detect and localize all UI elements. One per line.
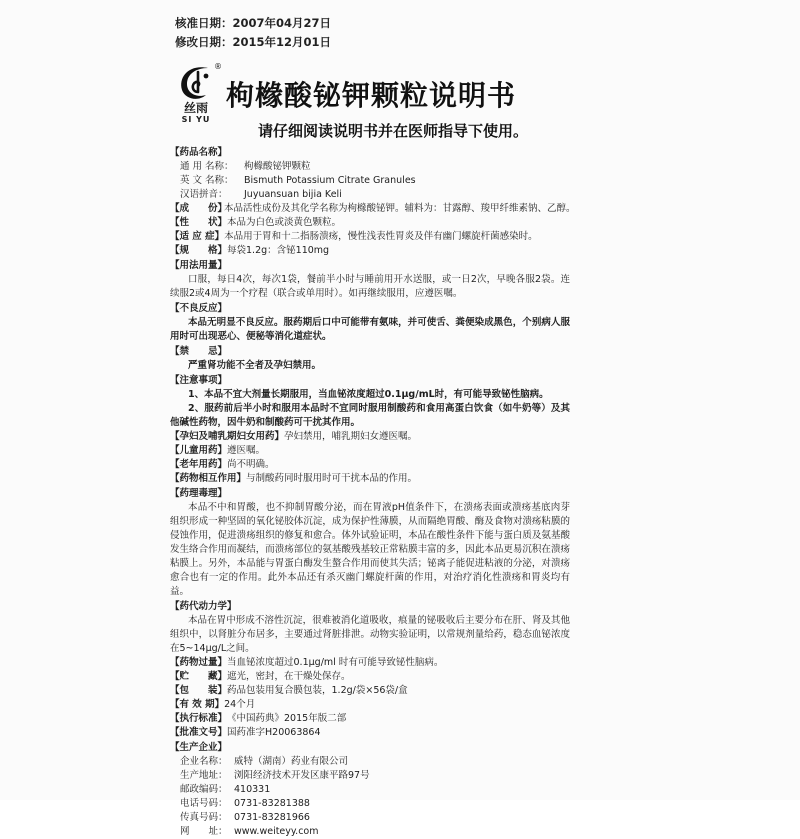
dosage-text: 口服，每日4次，每次1袋，餐前半小时与睡前用开水送服，或一日2次，早晚各服2袋。连续服2或4周为一个疗程（联合或单用时）。如再继续服用，应遵医嘱。 xyxy=(170,274,570,299)
adverse-text: 本品无明显不良反应。服药期后口中可能带有氨味，并可使舌、粪便染成黑色，个别病人服用时可出现恶心、便秘等消化道症状。 xyxy=(170,317,570,342)
zip-label: 邮政编码： xyxy=(180,784,228,795)
logo-en-text: SI YU xyxy=(181,115,211,124)
logo-cn-text: 丝雨 xyxy=(183,101,208,115)
pharmacokinetics-text: 本品在胃中形成不溶性沉淀，很难被消化道吸收，痕量的铋吸收后主要分布在肝、肾及其他组织中，以肾脏分布居多，主要通过肾脏排泄。动物实验证明，以常规剂量给药，稳态血铋浓度在5~14μg/L之间。 xyxy=(170,615,570,654)
standard-row xyxy=(170,712,570,726)
address-label: 生产地址： xyxy=(180,770,228,781)
interaction-row xyxy=(170,472,570,486)
pinyin-label: 汉语拼音： xyxy=(180,189,228,200)
fax-label: 传真号码： xyxy=(180,812,228,823)
fax-row xyxy=(170,811,570,825)
company-name-value: 威特（湖南）药业有限公司 xyxy=(234,756,349,767)
ingredients-text: 本品活性成份及其化学名称为枸橼酸铋钾。辅料为：甘露醇、羧甲纤维素钠、乙醇。 xyxy=(224,203,576,214)
zip-row xyxy=(170,783,570,797)
company-name-label: 企业名称： xyxy=(180,756,228,767)
storage-row xyxy=(170,670,570,684)
section-header-dosage: 【用法用量】 xyxy=(170,260,228,271)
leaflet-content xyxy=(170,145,576,839)
validity-row xyxy=(170,698,570,712)
section-header-interaction: 【药物相互作用】 xyxy=(170,473,247,484)
address-row xyxy=(170,769,570,783)
section-header-pharmacokinetics: 【药代动力学】 xyxy=(170,601,237,612)
page-title: 枸橼酸铋钾颗粒说明书 xyxy=(226,79,517,112)
revision-date: 修改日期：2015年12月01日 xyxy=(175,35,332,49)
section-header-packaging: 【包 装】 xyxy=(170,685,228,696)
spec-text: 每袋1.2g：含铋110mg xyxy=(227,245,330,256)
page-subtitle: 请仔细阅读说明书并在医师指导下使用。 xyxy=(258,122,529,140)
approval-text: 国药准字H20063864 xyxy=(227,727,321,738)
section-header-elderly: 【老年用药】 xyxy=(170,459,228,470)
approval-row xyxy=(170,726,570,740)
pregnancy-row xyxy=(170,430,570,444)
standard-text: 《中国药典》2015年版二部 xyxy=(227,713,347,724)
overdose-text: 当血铋浓度超过0.1μg/ml 时有可能导致铋性脑病。 xyxy=(227,657,444,668)
packaging-text: 药品包装用复合膜包装，1.2g/袋×56袋/盒 xyxy=(227,685,408,696)
phone-value: 0731-83281388 xyxy=(234,798,310,809)
pinyin-value: Juyuansuan bijia Keli xyxy=(244,189,342,200)
section-header-contraindications: 【禁 忌】 xyxy=(170,346,228,357)
section-header-pharmacology: 【药理毒理】 xyxy=(170,488,228,499)
approval-date: 核准日期：2007年04月27日 xyxy=(175,16,332,30)
section-header-overdose: 【药物过量】 xyxy=(170,657,228,668)
brand-logo xyxy=(172,62,220,124)
pharmacology-text: 本品不中和胃酸，也不抑制胃酸分泌，而在胃液pH值条件下，在溃疡表面或溃疡基底肉芽组织形成一种坚固的氧化铋胶体沉淀，成为保护性薄膜，从而隔绝胃酸、酶及食物对溃疡粘膜的侵蚀作用，促进溃疡组织的修复和愈合。体外试验证明，本品在酸性条件下能与蛋白质及氨基酸发生络合作用而凝结，而溃疡部位的氨基酸残基较正常粘膜丰富的多，因此本品更易沉积在溃疡粘膜上。另外，本品能与胃蛋白酶发生螯合作用而使其失活；铋离子能促进粘液的分泌，对溃疡愈合也有一定的作用。此外本品还有杀灭幽门螺旋杆菌的作用，对治疗消化性溃疡和胃炎均有益。 xyxy=(170,502,570,597)
elderly-row xyxy=(170,458,570,472)
packaging-row xyxy=(170,684,570,698)
precaution-item-1: 1、本品不宜大剂量长期服用，当血铋浓度超过0.1μg/mL时，有可能导致铋性脑病。 xyxy=(188,389,549,400)
english-name-value: Bismuth Potassium Citrate Granules xyxy=(244,175,416,186)
children-row xyxy=(170,444,570,458)
website-row xyxy=(170,825,570,839)
section-header-storage: 【贮 藏】 xyxy=(170,671,228,682)
website-label: 网 址： xyxy=(180,826,228,837)
section-header-children: 【儿童用药】 xyxy=(170,445,228,456)
contraindications-text: 严重肾功能不全者及孕妇禁用。 xyxy=(188,360,322,371)
precaution-item-2: 2、服药前后半小时和服用本品时不宜同时服用制酸药和食用高蛋白饮食（如牛奶等）及其他碱性药物，因牛奶和制酸药可干扰其作用。 xyxy=(170,403,570,428)
overdose-row xyxy=(170,656,570,670)
fax-value: 0731-83281966 xyxy=(234,812,310,823)
elderly-text: 尚不明确。 xyxy=(227,459,275,470)
address-value: 浏阳经济技术开发区康平路97号 xyxy=(234,770,370,781)
generic-name-row xyxy=(170,160,570,174)
phone-row xyxy=(170,797,570,811)
website-value: www.weiteyy.com xyxy=(234,826,319,837)
ingredients-row xyxy=(170,202,576,216)
generic-name-value: 枸橼酸铋钾颗粒 xyxy=(244,161,311,172)
storage-text: 遮光，密封，在干燥处保存。 xyxy=(227,671,351,682)
section-header-precautions: 【注意事项】 xyxy=(170,375,228,386)
generic-name-label: 通 用 名称： xyxy=(180,161,234,172)
interaction-text: 与制酸药同时服用时可干扰本品的作用。 xyxy=(246,473,418,484)
spec-row xyxy=(170,244,570,258)
section-header-ingredients: 【成 份】 xyxy=(170,203,228,214)
section-header-adverse: 【不良反应】 xyxy=(170,303,228,314)
indications-text: 本品用于胃和十二指肠溃疡，慢性浅表性胃炎及伴有幽门螺旋杆菌感染时。 xyxy=(224,231,538,242)
zip-value: 410331 xyxy=(234,784,271,795)
siyu-logo-icon xyxy=(176,62,216,102)
section-header-indications: 【适 应 症】 xyxy=(170,231,225,242)
section-header-approval: 【批准文号】 xyxy=(170,727,228,738)
pinyin-row xyxy=(170,188,570,202)
section-header-standard: 【执行标准】 xyxy=(170,713,228,724)
phone-label: 电话号码： xyxy=(180,798,228,809)
date-block xyxy=(175,14,331,52)
section-header-pregnancy: 【孕妇及哺乳期妇女用药】 xyxy=(170,431,285,442)
english-name-row xyxy=(170,174,570,188)
section-header-appearance: 【性 状】 xyxy=(170,217,228,228)
validity-text: 24个月 xyxy=(224,699,256,710)
company-name-row xyxy=(170,755,570,769)
appearance-row xyxy=(170,216,570,230)
section-header-drug-name: 【药品名称】 xyxy=(170,147,228,158)
english-name-label: 英 文 名称： xyxy=(180,175,234,186)
appearance-text: 本品为白色或淡黄色颗粒。 xyxy=(227,217,342,228)
section-header-manufacturer: 【生产企业】 xyxy=(170,742,228,753)
indications-row xyxy=(170,230,570,244)
pregnancy-text: 孕妇禁用，哺乳期妇女遵医嘱。 xyxy=(284,431,418,442)
section-header-spec: 【规 格】 xyxy=(170,245,228,256)
registered-mark: ® xyxy=(214,62,222,71)
section-header-validity: 【有 效 期】 xyxy=(170,699,225,710)
children-text: 遵医嘱。 xyxy=(227,445,266,456)
